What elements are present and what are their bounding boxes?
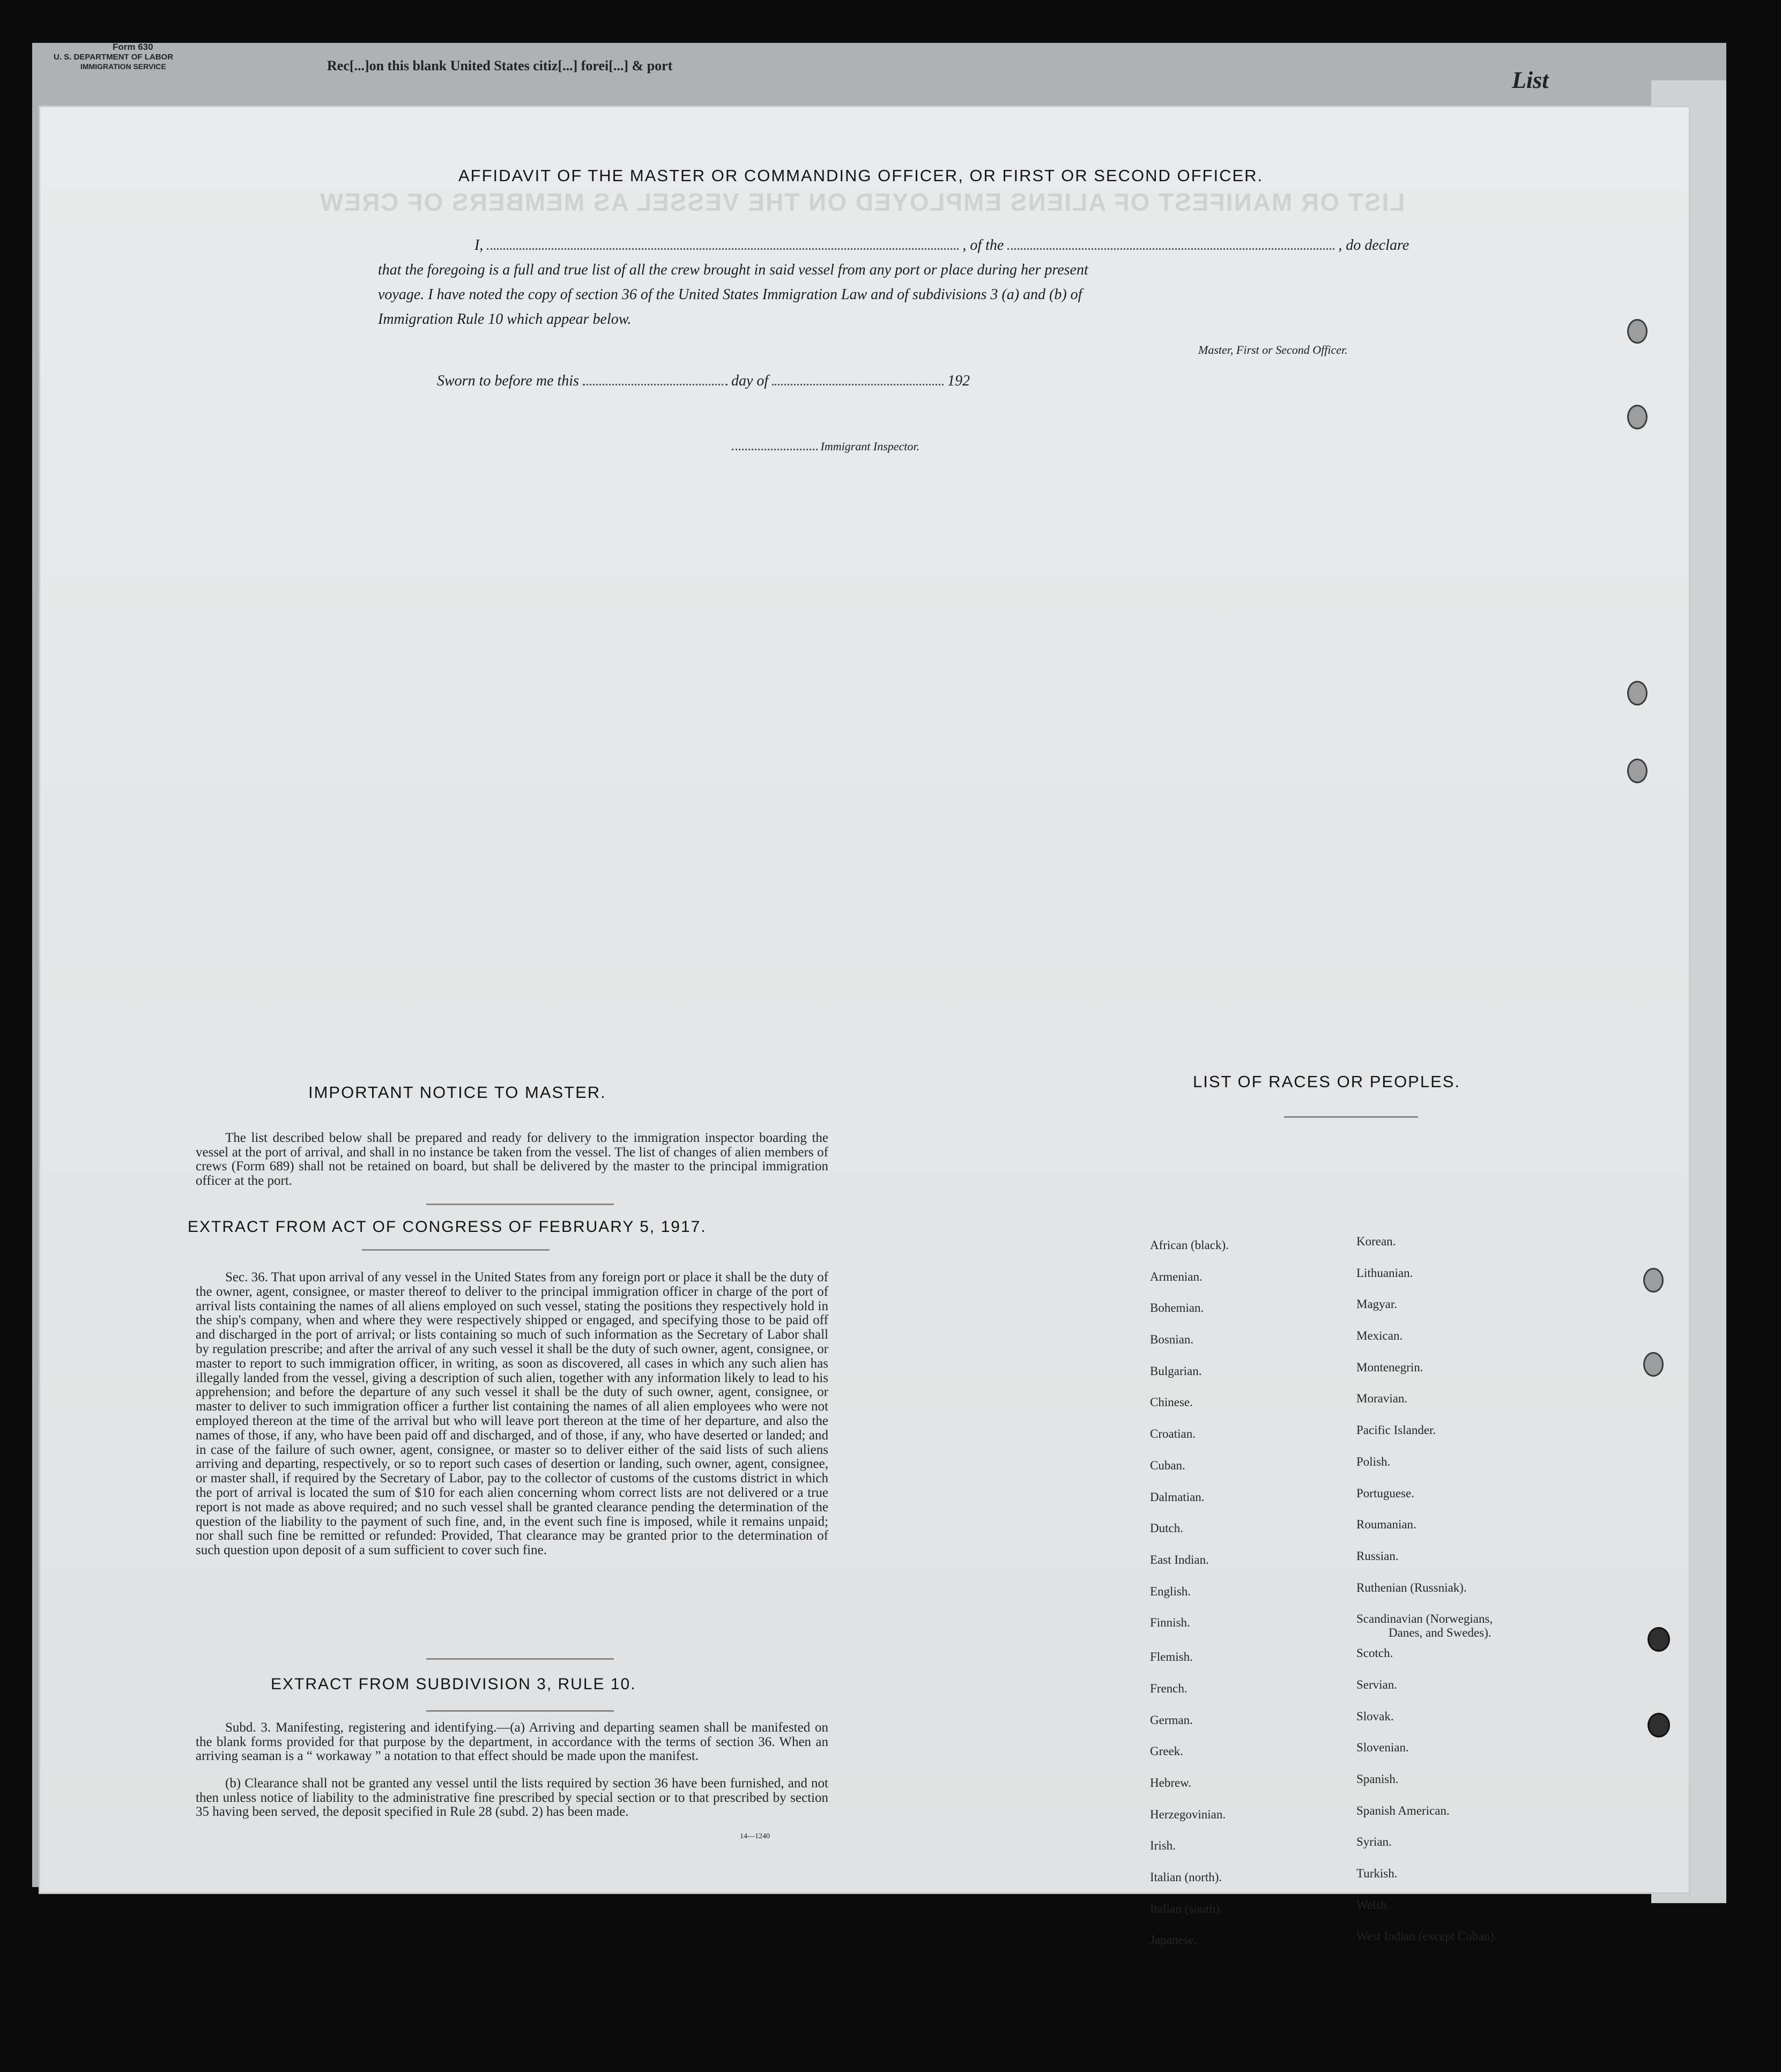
rule-heading-divider [426, 1710, 614, 1712]
race-item: Irish. [1150, 1839, 1176, 1853]
rule-para-b: (b) Clearance shall not be granted any vessel until the lists required by section 36 have been furnished, and not then unless notice of liability to the administrative fine prescribed by special section or to that prescribed by section 35 having been served, the deposit specified in Rule 28 (subd. 2) has been made. [196, 1776, 828, 1819]
race-item: Lithuanian. [1356, 1266, 1413, 1280]
race-item: Hebrew. [1150, 1776, 1192, 1789]
master-signature-caption: Master, First or Second Officer. [1198, 343, 1348, 357]
binder-hole-icon [1627, 759, 1648, 783]
declaration-mid: , of the [962, 237, 1004, 254]
binder-hole-icon [1643, 1268, 1664, 1293]
declaration-line-3: voyage. I have noted the copy of section 36 of the United States Immigration Law and of subdivisions 3 (a) and (b) of [378, 286, 1082, 303]
race-item: West Indian (except Cuban). [1356, 1929, 1497, 1943]
list-label: List [1512, 67, 1549, 93]
race-item: Roumanian. [1356, 1518, 1416, 1532]
race-item: African (black). [1150, 1238, 1229, 1252]
race-item: Servian. [1356, 1677, 1398, 1691]
race-item: Bosnian. [1150, 1333, 1194, 1347]
binder-hole-icon [1648, 1627, 1670, 1652]
act-extract-heading: EXTRACT FROM ACT OF CONGRESS OF FEBRUARY 5, 1917. [188, 1218, 707, 1236]
race-item: Pacific Islander. [1356, 1423, 1436, 1437]
race-item: Montenegrin. [1356, 1360, 1423, 1374]
inspector-caption: Immigrant Inspector. [820, 440, 920, 453]
race-item: Flemish. [1150, 1650, 1193, 1664]
master-name-field[interactable] [487, 248, 959, 250]
race-item: East Indian. [1150, 1553, 1209, 1566]
affidavit-heading: AFFIDAVIT OF THE MASTER OR COMMANDING OFFICER, OR FIRST OR SECOND OFFICER. [458, 166, 1264, 185]
race-item: Italian (north). [1150, 1870, 1222, 1884]
race-item: Finnish. [1150, 1616, 1190, 1630]
notice-body: The list described below shall be prepared and ready for delivery to the immigration inspector boarding the vessel at the port of arrival, and shall in no instance be taken from the vessel. The list of changes of alien members of crews (Form 689) shall not be retained on board, but shall be delivered by the master to the principal immigration officer at the port. [196, 1131, 828, 1188]
rule-extract-heading: EXTRACT FROM SUBDIVISION 3, RULE 10. [271, 1675, 636, 1693]
race-item: Polish. [1356, 1454, 1391, 1468]
act-extract-body: Sec. 36. That upon arrival of any vessel in the United States from any foreign port or place it shall be the duty of the owner, agent, consignee, or master thereof to deliver to the principal immigration officer in charge of the port of arrival lists containing the names of all aliens employed on such vessel, stating the positions they respectively hold in the ship's company, when and where they were respectively shipped or engaged, and specifying those to be paid off and discharged in the port of arrival; or lists containing so much of such information as the Secretary of Labor shall by regulation prescribe; and after the arrival of any such vessel it shall be the duty of such owner, agent, consignee, or master to report to such immigration officer, in writing, as soon as discovered, all cases in which any such alien has illegally landed from the vessel, giving a description of such alien, together with any information likely to lead to his apprehension; and before the departure of any such vessel it shall be the duty of such owner, agent, consignee, or master to deliver to such immigration officer a further list containing the names of all alien employees who were not employed thereon at the time of the arrival but who will leave port thereon at the time of her departure, and also the names of those, if any, who have been paid off and discharged, and of those, if any, who have deserted or landed; and in case of the failure of such owner, agent, consignee, or master so to deliver either of the said lists of such aliens arriving and departing, respectively, or so to report such cases of desertion or landing, such owner, agent, consignee, or master shall, if required by the Secretary of Labor, pay to the collector of customs of the customs district in which the port of arrival is located the sum of $10 for each alien concerning whom correct lists are not delivered or a true report is not made as above required; and no such vessel shall be granted clearance pending the determination of the question of the liability to the payment of such fine, and, in the event such fine is imposed, while it remains unpaid; nor shall such fine be remitted or refunded: Provided, That clearance may be granted prior to the determination of such question upon deposit of a sum sufficient to cover such fine. [196, 1270, 828, 1558]
binder-hole-icon [1627, 405, 1648, 429]
race-item: Spanish American. [1356, 1803, 1450, 1817]
race-item: Mexican. [1356, 1329, 1403, 1343]
races-right-column [1356, 1235, 1497, 1961]
race-item: Cuban. [1150, 1458, 1185, 1472]
races-heading: LIST OF RACES OR PEOPLES. [1193, 1072, 1461, 1091]
race-item: Italian (south). [1150, 1902, 1223, 1915]
race-item: Scandinavian (Norwegians, [1356, 1612, 1493, 1626]
print-code: 14—1240 [740, 1832, 770, 1840]
race-item: Dalmatian. [1150, 1490, 1205, 1504]
sworn-day-field[interactable] [583, 384, 728, 385]
race-item: Croatian. [1150, 1427, 1196, 1441]
race-item: Bulgarian. [1150, 1364, 1202, 1378]
affidavit-declaration [378, 233, 1477, 332]
race-item: French. [1150, 1681, 1188, 1695]
race-item: Chinese. [1150, 1395, 1193, 1409]
binder-hole-icon [1627, 681, 1648, 705]
race-item: Korean. [1356, 1235, 1396, 1248]
race-item: Portuguese. [1356, 1486, 1414, 1500]
form-number: Form 630 [113, 42, 153, 52]
crew-manifest-back-page [40, 107, 1689, 1947]
declaration-line-2: that the foregoing is a full and true list of all the crew brought in said vessel from any port or place during her present [378, 262, 1088, 278]
rule-para-a: Subd. 3. Manifesting, registering and identifying.—(a) Arriving and departing seamen shall be manifested on the blank forms provided for that purpose by the department, in accordance with the terms of section 36. When an arriving seaman is a “ workaway ” a notation to that effect should be made upon the manifest. [196, 1720, 828, 1763]
vessel-name-field[interactable] [1007, 248, 1334, 250]
act-heading-divider [362, 1249, 550, 1251]
sworn-month-field[interactable] [772, 384, 944, 385]
binder-hole-icon [1648, 1713, 1670, 1737]
race-item: Syrian. [1356, 1835, 1392, 1849]
department-label: U. S. DEPARTMENT OF LABOR [54, 53, 174, 62]
race-item: Moravian. [1356, 1392, 1408, 1406]
notice-divider [426, 1204, 614, 1205]
underlying-note: Rec[...]on this blank United States citiz[...] forei[...] & port [327, 58, 673, 73]
notice-heading: IMPORTANT NOTICE TO MASTER. [308, 1083, 606, 1102]
race-item: English. [1150, 1584, 1191, 1598]
binder-hole-icon [1627, 319, 1648, 344]
race-item: Slovenian. [1356, 1741, 1409, 1755]
race-item: Scotch. [1356, 1646, 1393, 1660]
races-divider [1284, 1116, 1418, 1118]
declaration-line-4: Immigration Rule 10 which appear below. [378, 311, 632, 328]
sworn-prefix: Sworn to before me this [437, 373, 579, 389]
race-item: Russian. [1356, 1549, 1399, 1563]
race-item: German. [1150, 1713, 1193, 1727]
race-item: Danes, and Swedes). [1389, 1626, 1491, 1640]
inspector-line [732, 440, 919, 454]
race-item: Magyar. [1356, 1297, 1398, 1311]
service-label: IMMIGRATION SERVICE [80, 62, 166, 71]
race-item: Spanish. [1356, 1772, 1399, 1786]
act-divider [426, 1658, 614, 1660]
race-item: Herzegovinian. [1150, 1807, 1226, 1821]
races-left-column [1150, 1238, 1229, 1965]
inspector-signature-field[interactable] [732, 449, 818, 450]
race-item: Dutch. [1150, 1521, 1183, 1535]
binder-hole-icon [1643, 1352, 1664, 1377]
race-item: Slovak. [1356, 1709, 1394, 1723]
sworn-line [437, 373, 970, 390]
race-item: Ruthenian (Russniak). [1356, 1580, 1467, 1594]
race-item: Armenian. [1150, 1269, 1203, 1283]
declaration-prefix: I, [474, 237, 484, 254]
race-item: Japanese. [1150, 1933, 1197, 1947]
declaration-end: , do declare [1338, 237, 1409, 254]
race-item: Welsh. [1356, 1898, 1390, 1912]
race-item: Bohemian. [1150, 1301, 1204, 1315]
bleed-through-title: LIST OR MANIFEST OF ALIENS EMPLOYED ON THE VESSEL AS MEMBERS OF CREW [319, 188, 1405, 216]
race-item: Greek. [1150, 1744, 1183, 1758]
sworn-day-label: day of [731, 373, 769, 389]
race-item: Turkish. [1356, 1867, 1398, 1881]
sworn-year: 192 [947, 373, 970, 389]
